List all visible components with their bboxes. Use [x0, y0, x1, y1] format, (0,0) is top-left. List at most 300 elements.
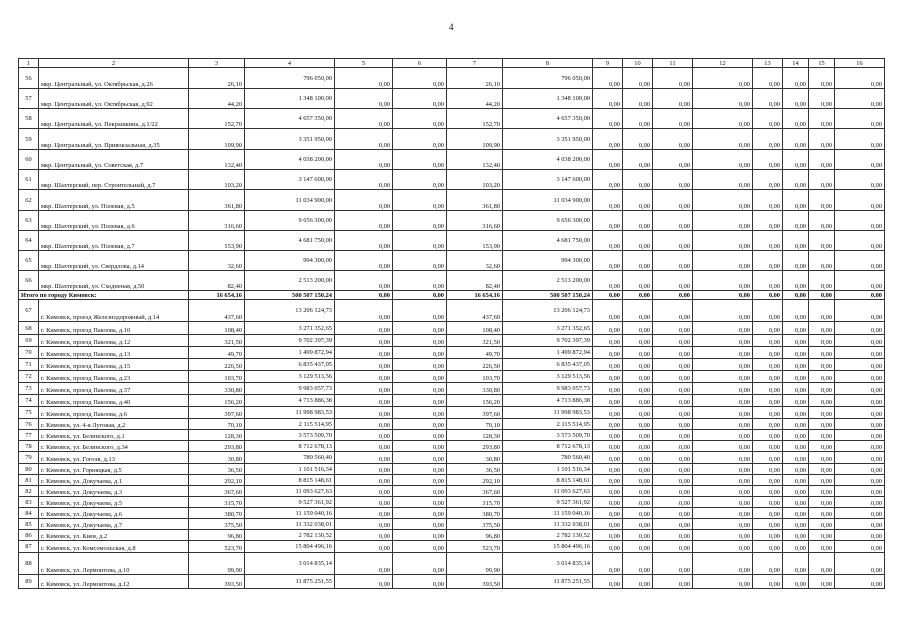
- value-cell-c14: 0,00: [783, 300, 809, 322]
- column-header-12: 12: [693, 59, 753, 68]
- value-cell-c13: 0,00: [753, 441, 783, 452]
- value-cell-c6: 0,00: [393, 359, 447, 371]
- address-cell: г. Кимовск, проезд Железнодорожный, д.14: [39, 300, 189, 322]
- value-cell-c13: 0,00: [753, 530, 783, 541]
- value-cell-c6: 0,00: [393, 486, 447, 497]
- value-cell-c16: 0,00: [835, 68, 885, 89]
- value-cell-c5: 0,00: [335, 419, 393, 430]
- value-cell-area: 226,50: [189, 359, 245, 371]
- value-cell-c15: 0,00: [809, 109, 835, 129]
- value-cell-c9: 0,00: [593, 271, 623, 291]
- value-cell-c6: 0,00: [393, 371, 447, 383]
- value-cell-c11: 0,00: [653, 371, 693, 383]
- value-cell-c9: 0,00: [593, 407, 623, 419]
- value-cell-c11: 0,00: [653, 452, 693, 464]
- address-cell: г. Кимовск, ул. Комсомольская, д.8: [39, 541, 189, 553]
- column-header-14: 14: [783, 59, 809, 68]
- value-cell-c13: 0,00: [753, 452, 783, 464]
- value-cell-area: 375,50: [189, 519, 245, 530]
- value-cell-c8: 3 147 600,00: [503, 170, 593, 190]
- value-cell-c8: 1 101 516,34: [503, 464, 593, 475]
- value-cell-c8: 11 034 900,00: [503, 190, 593, 211]
- value-cell-c8: 11 093 627,63: [503, 486, 593, 497]
- value-cell-cost: 15 804 496,16: [245, 541, 335, 553]
- value-cell-c10: 0,00: [623, 475, 653, 486]
- value-cell-c5: 0,00: [335, 497, 393, 508]
- value-cell-c6: 0,00: [393, 211, 447, 231]
- value-cell-area: 315,70: [189, 497, 245, 508]
- value-cell-c11: 0,00: [653, 251, 693, 271]
- value-cell-area: 49,70: [189, 347, 245, 359]
- value-cell-c13: 0,00: [753, 150, 783, 170]
- value-cell-c10: 0,00: [623, 68, 653, 89]
- value-cell-c6: 0,00: [393, 419, 447, 430]
- value-cell-c5: 0,00: [335, 271, 393, 291]
- value-cell-c10: 0,00: [623, 530, 653, 541]
- value-cell-c16: 0,00: [835, 231, 885, 251]
- value-cell-c8: 11 159 040,16: [503, 508, 593, 519]
- value-cell-c7: 316,60: [447, 211, 503, 231]
- value-cell-c14: 0,00: [783, 347, 809, 359]
- value-cell-c6: 0,00: [393, 464, 447, 475]
- value-cell-c16: 0,00: [835, 475, 885, 486]
- row-number: 73: [19, 383, 39, 395]
- value-cell-c10: 0,00: [623, 553, 653, 575]
- address-cell: г. Кимовск, ул. Белинского, д.1: [39, 430, 189, 441]
- value-cell-c14: 0,00: [783, 508, 809, 519]
- address-cell: г. Кимовск, проезд Павлова, д.40: [39, 395, 189, 407]
- value-cell-c15: 0,00: [809, 530, 835, 541]
- value-cell-c12: 0,00: [693, 89, 753, 109]
- value-cell-c9: 0,00: [593, 508, 623, 519]
- value-cell-c14: 0,00: [783, 129, 809, 150]
- value-cell-c8: 4 657 350,00: [503, 109, 593, 129]
- table-row: [19, 464, 885, 475]
- value-cell-c11: 0,00: [653, 530, 693, 541]
- value-cell-c11: 0,00: [653, 497, 693, 508]
- value-cell-c9: 0,00: [593, 89, 623, 109]
- row-number: 81: [19, 475, 39, 486]
- value-cell-c5: 0,00: [335, 291, 393, 300]
- value-cell-c9: 0,00: [593, 359, 623, 371]
- value-cell-c11: 0,00: [653, 271, 693, 291]
- value-cell-c16: 0,00: [835, 347, 885, 359]
- value-cell-c7: 156,20: [447, 395, 503, 407]
- value-cell-cost: 500 507 150,24: [245, 291, 335, 300]
- table-row: [19, 211, 885, 231]
- value-cell-c10: 0,00: [623, 452, 653, 464]
- value-cell-c9: 0,00: [593, 68, 623, 89]
- value-cell-c14: 0,00: [783, 407, 809, 419]
- table-row: [19, 407, 885, 419]
- value-cell-cost: 3 573 509,70: [245, 430, 335, 441]
- value-cell-c5: 0,00: [335, 441, 393, 452]
- value-cell-area: 153,90: [189, 231, 245, 251]
- address-cell: мкр. Центральный, ул. Советская, д.7: [39, 150, 189, 170]
- value-cell-c12: 0,00: [693, 441, 753, 452]
- value-cell-c5: 0,00: [335, 575, 393, 589]
- value-cell-c6: 0,00: [393, 383, 447, 395]
- column-header-3: 3: [189, 59, 245, 68]
- value-cell-c6: 0,00: [393, 519, 447, 530]
- row-number: 60: [19, 150, 39, 170]
- value-cell-c15: 0,00: [809, 383, 835, 395]
- value-cell-cost: 4 657 350,00: [245, 109, 335, 129]
- value-cell-c5: 0,00: [335, 541, 393, 553]
- value-cell-c8: 2 513 200,00: [503, 271, 593, 291]
- value-cell-c15: 0,00: [809, 322, 835, 335]
- value-cell-c8: 1 348 100,00: [503, 89, 593, 109]
- value-cell-c16: 0,00: [835, 109, 885, 129]
- value-cell-c10: 0,00: [623, 464, 653, 475]
- value-cell-c8: 4 713 886,38: [503, 395, 593, 407]
- value-cell-c9: 0,00: [593, 170, 623, 190]
- value-cell-c8: 3 351 950,00: [503, 129, 593, 150]
- value-cell-c10: 0,00: [623, 291, 653, 300]
- row-number: 79: [19, 452, 39, 464]
- value-cell-c9: 0,00: [593, 497, 623, 508]
- table-row: [19, 271, 885, 291]
- value-cell-cost: 11 159 040,16: [245, 508, 335, 519]
- value-cell-c8: 9 983 057,73: [503, 383, 593, 395]
- value-cell-c12: 0,00: [693, 486, 753, 497]
- value-cell-c10: 0,00: [623, 497, 653, 508]
- table-row: [19, 541, 885, 553]
- value-cell-c7: 437,60: [447, 300, 503, 322]
- table-row: [19, 129, 885, 150]
- value-cell-c8: 8 712 678,13: [503, 441, 593, 452]
- value-cell-c15: 0,00: [809, 519, 835, 530]
- value-cell-c16: 0,00: [835, 291, 885, 300]
- value-cell-c9: 0,00: [593, 150, 623, 170]
- value-cell-c7: 152,70: [447, 109, 503, 129]
- value-cell-c10: 0,00: [623, 170, 653, 190]
- row-number: 72: [19, 371, 39, 383]
- value-cell-area: 26,10: [189, 68, 245, 89]
- value-cell-c14: 0,00: [783, 497, 809, 508]
- value-cell-c15: 0,00: [809, 300, 835, 322]
- value-cell-cost: 796 050,00: [245, 68, 335, 89]
- value-cell-c6: 0,00: [393, 68, 447, 89]
- value-cell-c13: 0,00: [753, 251, 783, 271]
- value-cell-c5: 0,00: [335, 452, 393, 464]
- value-cell-c8: 994 300,00: [503, 251, 593, 271]
- row-number: 67: [19, 300, 39, 322]
- table-row: [19, 335, 885, 347]
- value-cell-c10: 0,00: [623, 129, 653, 150]
- value-cell-cost: 9 656 300,00: [245, 211, 335, 231]
- value-cell-c6: 0,00: [393, 170, 447, 190]
- value-cell-c9: 0,00: [593, 519, 623, 530]
- value-cell-c12: 0,00: [693, 508, 753, 519]
- value-cell-c11: 0,00: [653, 68, 693, 89]
- value-cell-c13: 0,00: [753, 395, 783, 407]
- value-cell-c10: 0,00: [623, 541, 653, 553]
- value-cell-c13: 0,00: [753, 383, 783, 395]
- value-cell-c10: 0,00: [623, 89, 653, 109]
- value-cell-c16: 0,00: [835, 335, 885, 347]
- value-cell-c7: 108,40: [447, 322, 503, 335]
- value-cell-c7: 99,90: [447, 553, 503, 575]
- value-cell-area: 437,60: [189, 300, 245, 322]
- table-row: [19, 150, 885, 170]
- value-cell-area: 128,30: [189, 430, 245, 441]
- value-cell-c12: 0,00: [693, 150, 753, 170]
- value-cell-area: 292,10: [189, 475, 245, 486]
- value-cell-c7: 44,20: [447, 89, 503, 109]
- value-cell-cost: 8 815 148,61: [245, 475, 335, 486]
- value-cell-area: 523,70: [189, 541, 245, 553]
- table-row: [19, 347, 885, 359]
- value-cell-c15: 0,00: [809, 407, 835, 419]
- value-cell-c14: 0,00: [783, 464, 809, 475]
- value-cell-c6: 0,00: [393, 322, 447, 335]
- value-cell-c6: 0,00: [393, 575, 447, 589]
- value-cell-c12: 0,00: [693, 553, 753, 575]
- value-cell-c13: 0,00: [753, 335, 783, 347]
- value-cell-c5: 0,00: [335, 359, 393, 371]
- value-cell-c15: 0,00: [809, 475, 835, 486]
- value-cell-c9: 0,00: [593, 419, 623, 430]
- value-cell-c6: 0,00: [393, 300, 447, 322]
- value-cell-c6: 0,00: [393, 335, 447, 347]
- value-cell-cost: 3 271 352,65: [245, 322, 335, 335]
- value-cell-c6: 0,00: [393, 452, 447, 464]
- value-cell-cost: 3 014 835,14: [245, 553, 335, 575]
- value-cell-c11: 0,00: [653, 441, 693, 452]
- value-cell-c13: 0,00: [753, 475, 783, 486]
- value-cell-c14: 0,00: [783, 359, 809, 371]
- value-cell-c6: 0,00: [393, 347, 447, 359]
- value-cell-c16: 0,00: [835, 452, 885, 464]
- value-cell-c13: 0,00: [753, 211, 783, 231]
- value-cell-c7: 132,40: [447, 150, 503, 170]
- value-cell-c6: 0,00: [393, 441, 447, 452]
- value-cell-c9: 0,00: [593, 441, 623, 452]
- value-cell-c7: 361,80: [447, 190, 503, 211]
- value-cell-cost: 11 034 900,00: [245, 190, 335, 211]
- value-cell-c12: 0,00: [693, 347, 753, 359]
- column-header-6: 6: [393, 59, 447, 68]
- row-number: 74: [19, 395, 39, 407]
- value-cell-c10: 0,00: [623, 419, 653, 430]
- value-cell-c5: 0,00: [335, 519, 393, 530]
- value-cell-c5: 0,00: [335, 464, 393, 475]
- value-cell-c7: 49,70: [447, 347, 503, 359]
- value-cell-c15: 0,00: [809, 68, 835, 89]
- row-number: 75: [19, 407, 39, 419]
- value-cell-c7: 375,50: [447, 519, 503, 530]
- column-header-15: 15: [809, 59, 835, 68]
- value-cell-c13: 0,00: [753, 300, 783, 322]
- row-number: 57: [19, 89, 39, 109]
- value-cell-c9: 0,00: [593, 322, 623, 335]
- value-cell-c11: 0,00: [653, 395, 693, 407]
- value-cell-c10: 0,00: [623, 359, 653, 371]
- value-cell-c6: 0,00: [393, 541, 447, 553]
- value-cell-c11: 0,00: [653, 508, 693, 519]
- value-cell-c7: 523,70: [447, 541, 503, 553]
- value-cell-c12: 0,00: [693, 68, 753, 89]
- value-cell-c8: 9 702 397,39: [503, 335, 593, 347]
- column-header-11: 11: [653, 59, 693, 68]
- value-cell-c16: 0,00: [835, 322, 885, 335]
- value-cell-c14: 0,00: [783, 383, 809, 395]
- value-cell-c13: 0,00: [753, 486, 783, 497]
- city-total-row: [19, 291, 885, 300]
- value-cell-c12: 0,00: [693, 519, 753, 530]
- value-cell-c10: 0,00: [623, 575, 653, 589]
- value-cell-c13: 0,00: [753, 419, 783, 430]
- address-cell: мкр. Шахтерский, ул. Свердлова, д.14: [39, 251, 189, 271]
- value-cell-area: 44,20: [189, 89, 245, 109]
- value-cell-c16: 0,00: [835, 486, 885, 497]
- value-cell-c11: 0,00: [653, 464, 693, 475]
- value-cell-c6: 0,00: [393, 508, 447, 519]
- value-cell-c12: 0,00: [693, 335, 753, 347]
- value-cell-c7: 82,40: [447, 271, 503, 291]
- value-cell-c16: 0,00: [835, 519, 885, 530]
- value-cell-c15: 0,00: [809, 419, 835, 430]
- value-cell-c14: 0,00: [783, 211, 809, 231]
- value-cell-c7: 226,50: [447, 359, 503, 371]
- value-cell-c11: 0,00: [653, 486, 693, 497]
- value-cell-cost: 8 712 678,13: [245, 441, 335, 452]
- value-cell-c12: 0,00: [693, 575, 753, 589]
- table-row: [19, 508, 885, 519]
- value-cell-c14: 0,00: [783, 452, 809, 464]
- value-cell-c16: 0,00: [835, 211, 885, 231]
- value-cell-c5: 0,00: [335, 553, 393, 575]
- table-row: [19, 497, 885, 508]
- value-cell-c12: 0,00: [693, 170, 753, 190]
- value-cell-c12: 0,00: [693, 211, 753, 231]
- value-cell-c13: 0,00: [753, 89, 783, 109]
- value-cell-c12: 0,00: [693, 129, 753, 150]
- total-label: Итого по городу Кимовск:: [19, 291, 189, 300]
- value-cell-c8: 3 271 352,65: [503, 322, 593, 335]
- value-cell-c15: 0,00: [809, 508, 835, 519]
- value-cell-c7: 293,80: [447, 441, 503, 452]
- value-cell-c15: 0,00: [809, 486, 835, 497]
- value-cell-c9: 0,00: [593, 109, 623, 129]
- value-cell-c16: 0,00: [835, 371, 885, 383]
- table-row: [19, 190, 885, 211]
- value-cell-cost: 2 782 130,52: [245, 530, 335, 541]
- row-number: 58: [19, 109, 39, 129]
- column-header-5: 5: [335, 59, 393, 68]
- value-cell-c16: 0,00: [835, 383, 885, 395]
- value-cell-c15: 0,00: [809, 430, 835, 441]
- value-cell-c12: 0,00: [693, 407, 753, 419]
- address-cell: г. Кимовск, проезд Павлова, д.13: [39, 347, 189, 359]
- row-number: 61: [19, 170, 39, 190]
- table-row: [19, 359, 885, 371]
- value-cell-cost: 4 681 750,00: [245, 231, 335, 251]
- value-cell-c6: 0,00: [393, 291, 447, 300]
- value-cell-c10: 0,00: [623, 395, 653, 407]
- value-cell-c11: 0,00: [653, 150, 693, 170]
- value-cell-c10: 0,00: [623, 231, 653, 251]
- value-cell-c8: 9 656 300,00: [503, 211, 593, 231]
- value-cell-c10: 0,00: [623, 335, 653, 347]
- value-cell-cost: 11 093 627,63: [245, 486, 335, 497]
- value-cell-c13: 0,00: [753, 109, 783, 129]
- value-cell-c6: 0,00: [393, 109, 447, 129]
- value-cell-c11: 0,00: [653, 190, 693, 211]
- value-cell-c15: 0,00: [809, 251, 835, 271]
- row-number: 66: [19, 271, 39, 291]
- value-cell-c11: 0,00: [653, 475, 693, 486]
- page-number: 4: [449, 22, 454, 32]
- value-cell-cost: 1 499 872,94: [245, 347, 335, 359]
- value-cell-area: 132,40: [189, 150, 245, 170]
- value-cell-c13: 0,00: [753, 575, 783, 589]
- value-cell-c10: 0,00: [623, 347, 653, 359]
- address-cell: г. Кимовск, проезд Павлова, д.12: [39, 335, 189, 347]
- table-row: [19, 300, 885, 322]
- value-cell-c11: 0,00: [653, 359, 693, 371]
- value-cell-c8: 3 573 509,70: [503, 430, 593, 441]
- row-number: 83: [19, 497, 39, 508]
- row-number: 68: [19, 322, 39, 335]
- value-cell-c10: 0,00: [623, 383, 653, 395]
- column-header-7: 7: [447, 59, 503, 68]
- address-cell: г. Кимовск, ул. Докучаева, д.1: [39, 475, 189, 486]
- value-cell-c13: 0,00: [753, 553, 783, 575]
- value-cell-c10: 0,00: [623, 371, 653, 383]
- value-cell-c6: 0,00: [393, 530, 447, 541]
- value-cell-c8: 2 782 130,52: [503, 530, 593, 541]
- value-cell-c7: 36,50: [447, 464, 503, 475]
- value-cell-c9: 0,00: [593, 190, 623, 211]
- value-cell-c14: 0,00: [783, 109, 809, 129]
- column-header-10: 10: [623, 59, 653, 68]
- value-cell-c15: 0,00: [809, 395, 835, 407]
- value-cell-c6: 0,00: [393, 271, 447, 291]
- value-cell-c8: 11 875 251,55: [503, 575, 593, 589]
- value-cell-c6: 0,00: [393, 395, 447, 407]
- value-cell-c10: 0,00: [623, 430, 653, 441]
- value-cell-area: 321,50: [189, 335, 245, 347]
- value-cell-c5: 0,00: [335, 211, 393, 231]
- value-cell-c9: 0,00: [593, 395, 623, 407]
- value-cell-area: 99,90: [189, 553, 245, 575]
- value-cell-c7: 128,30: [447, 430, 503, 441]
- value-cell-c12: 0,00: [693, 190, 753, 211]
- value-cell-c12: 0,00: [693, 395, 753, 407]
- value-cell-c12: 0,00: [693, 109, 753, 129]
- value-cell-cost: 9 702 397,39: [245, 335, 335, 347]
- value-cell-cost: 994 300,00: [245, 251, 335, 271]
- value-cell-c6: 0,00: [393, 430, 447, 441]
- address-cell: мкр. Центральный, ул. Пекрашкина, д.1/22: [39, 109, 189, 129]
- value-cell-c12: 0,00: [693, 322, 753, 335]
- value-cell-c15: 0,00: [809, 452, 835, 464]
- value-cell-c16: 0,00: [835, 441, 885, 452]
- value-cell-c13: 0,00: [753, 541, 783, 553]
- value-cell-c9: 0,00: [593, 530, 623, 541]
- value-cell-c5: 0,00: [335, 407, 393, 419]
- column-header-4: 4: [245, 59, 335, 68]
- row-number: 69: [19, 335, 39, 347]
- value-cell-area: 293,80: [189, 441, 245, 452]
- value-cell-cost: 1 101 516,34: [245, 464, 335, 475]
- table-row: [19, 419, 885, 430]
- table-row: [19, 519, 885, 530]
- value-cell-c14: 0,00: [783, 271, 809, 291]
- column-header-16: 16: [835, 59, 885, 68]
